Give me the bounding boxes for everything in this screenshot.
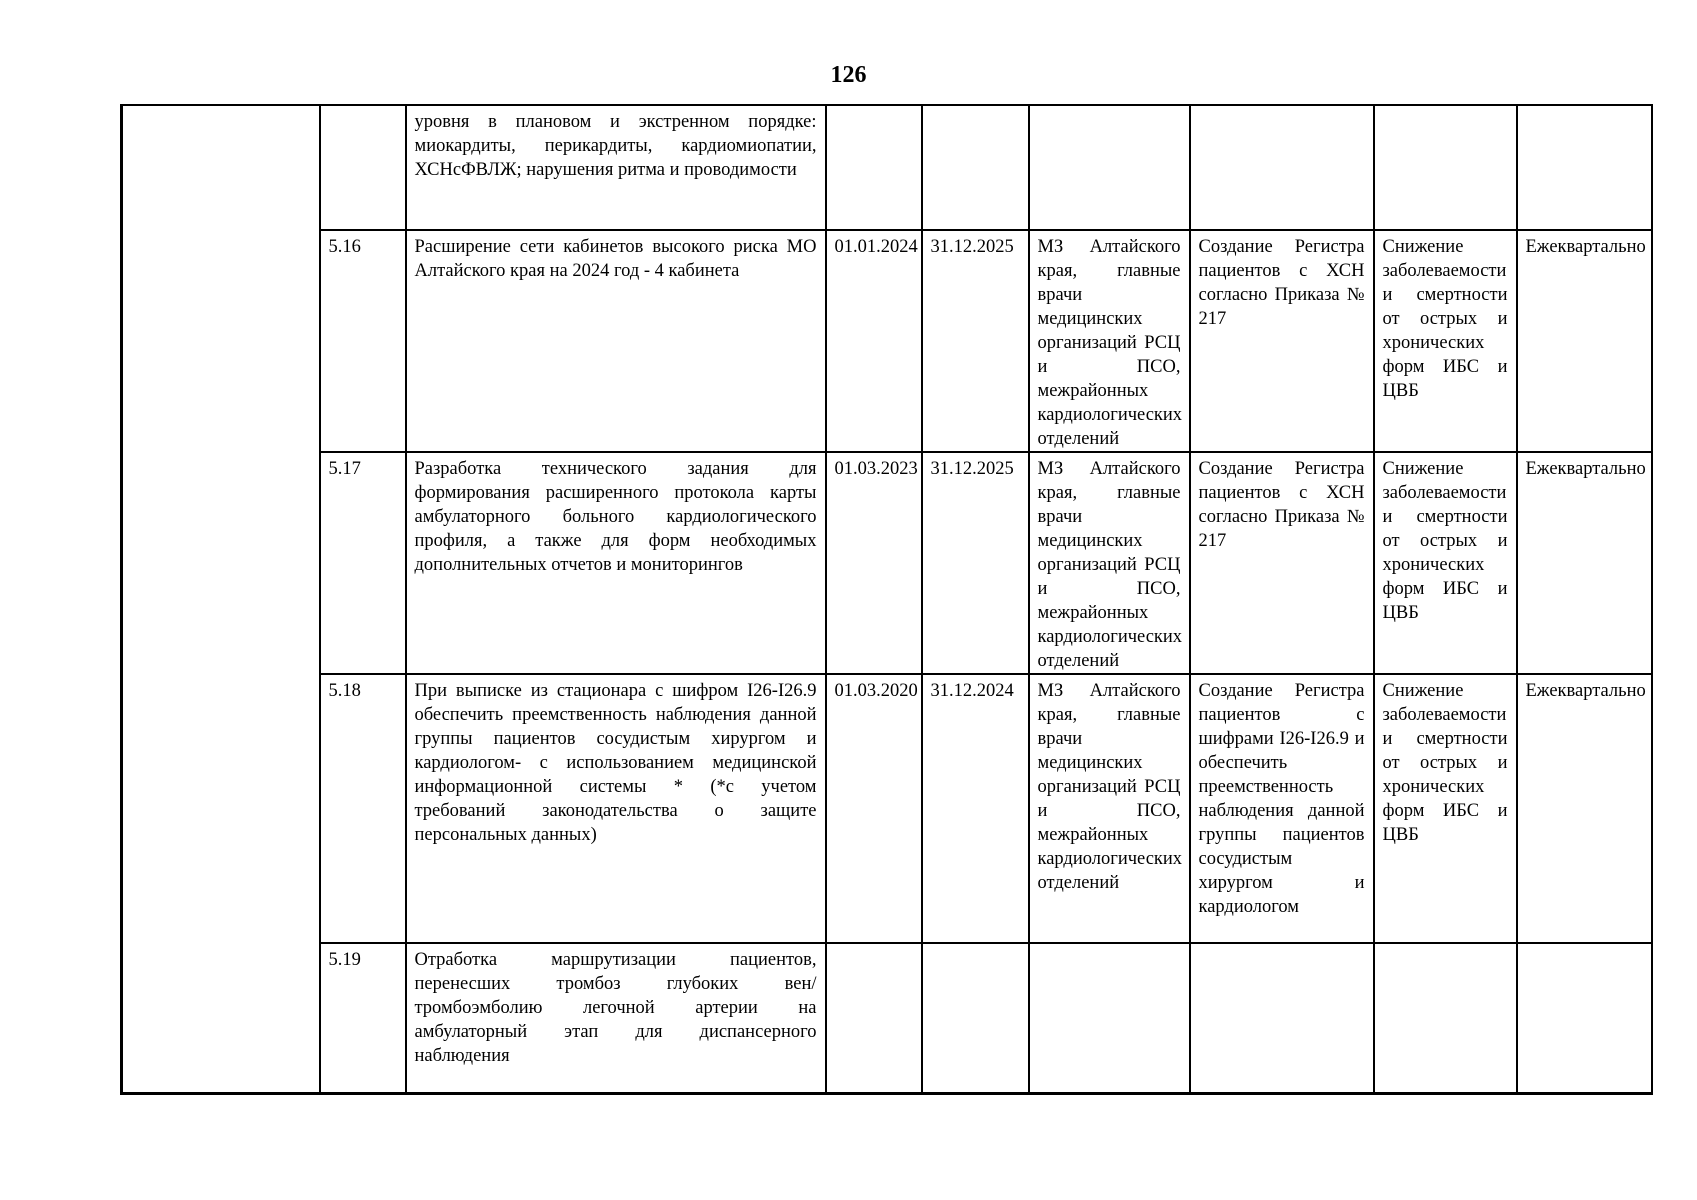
cell-start: 01.03.2020 (826, 674, 922, 943)
table-row-5-18 (122, 674, 1652, 943)
table-row-continuation (122, 105, 1652, 230)
cell-desc: Разработка технического задания для формирования расширенного протокола карты амбулаторного больного кардиологического профиля, а также для форм необходимых дополнительных отчетов и мониторингов (406, 452, 826, 674)
cell-end: 31.12.2025 (922, 452, 1029, 674)
cell-executors: МЗ Алтайского края, главные врачи медицинских организаций РСЦ и ПСО, межрайонных кардиологических отделений (1029, 230, 1190, 452)
cell-executors (1029, 105, 1190, 230)
cell-end (922, 105, 1029, 230)
cell-end: 31.12.2024 (922, 674, 1029, 943)
cell-num (320, 105, 406, 230)
cell-desc: Отработка маршрутизации пациентов, перенесших тромбоз глубоких вен/тромбоэмболию легочной артерии на амбулаторный этап для диспансерного наблюдения (406, 943, 826, 1093)
cell-desc: Расширение сети кабинетов высокого риска МО Алтайского края на 2024 год - 4 кабинета (406, 230, 826, 452)
cell-result: Создание Регистра пациентов с ХСН согласно Приказа № 217 (1190, 452, 1374, 674)
cell-num: 5.16 (320, 230, 406, 452)
cell-end: 31.12.2025 (922, 230, 1029, 452)
cell-result (1190, 105, 1374, 230)
cell-goal (1374, 943, 1517, 1093)
cell-period (1517, 105, 1652, 230)
table-row-5-16 (122, 230, 1652, 452)
cell-result: Создание Регистра пациентов с ХСН согласно Приказа № 217 (1190, 230, 1374, 452)
cell-executors: МЗ Алтайского края, главные врачи медицинских организаций РСЦ и ПСО, межрайонных кардиологических отделений (1029, 452, 1190, 674)
page-number: 126 (830, 62, 867, 88)
cell-period (1517, 943, 1652, 1093)
cell-executors: МЗ Алтайского края, главные врачи медицинских организаций РСЦ и ПСО, межрайонных кардиологических отделений (1029, 674, 1190, 943)
cell-period: Ежеквартально (1517, 452, 1652, 674)
cell-start (826, 105, 922, 230)
table-row-5-19 (122, 943, 1652, 1093)
cell-num: 5.17 (320, 452, 406, 674)
cell-period: Ежеквартально (1517, 674, 1652, 943)
cell-desc-continuation: уровня в плановом и экстренном порядке: миокардиты, перикардиты, кардиомиопатии, ХСНсФВЛЖ; нарушения ритма и проводимости (406, 105, 826, 230)
cell-goal: Снижение заболеваемости и смертности от острых и хронических форм ИБС и ЦВБ (1374, 674, 1517, 943)
cell-goal: Снижение заболеваемости и смертности от острых и хронических форм ИБС и ЦВБ (1374, 230, 1517, 452)
cell-result (1190, 943, 1374, 1093)
cell-goal: Снижение заболеваемости и смертности от острых и хронических форм ИБС и ЦВБ (1374, 452, 1517, 674)
cell-end (922, 943, 1029, 1093)
cell-start: 01.03.2023 (826, 452, 922, 674)
cell-desc: При выписке из стационара с шифром I26-I26.9 обеспечить преемственность наблюдения данной группы пациентов сосудистым хирургом и кардиологом- с использованием медицинской информационной системы * (*с учетом требований законодательства о защите персональных данных) (406, 674, 826, 943)
cell-start: 01.01.2024 (826, 230, 922, 452)
cell-num: 5.19 (320, 943, 406, 1093)
cell-num: 5.18 (320, 674, 406, 943)
cell-executors (1029, 943, 1190, 1093)
blank-left-column (122, 105, 320, 1093)
table-row-5-17 (122, 452, 1652, 674)
cell-period: Ежеквартально (1517, 230, 1652, 452)
cell-start (826, 943, 922, 1093)
cell-result: Создание Регистра пациентов с шифрами I26-I26.9 и обеспечить преемственность наблюдения данной группы пациентов сосудистым хирургом и кардиологом (1190, 674, 1374, 943)
plan-table (120, 104, 1653, 1095)
cell-goal (1374, 105, 1517, 230)
